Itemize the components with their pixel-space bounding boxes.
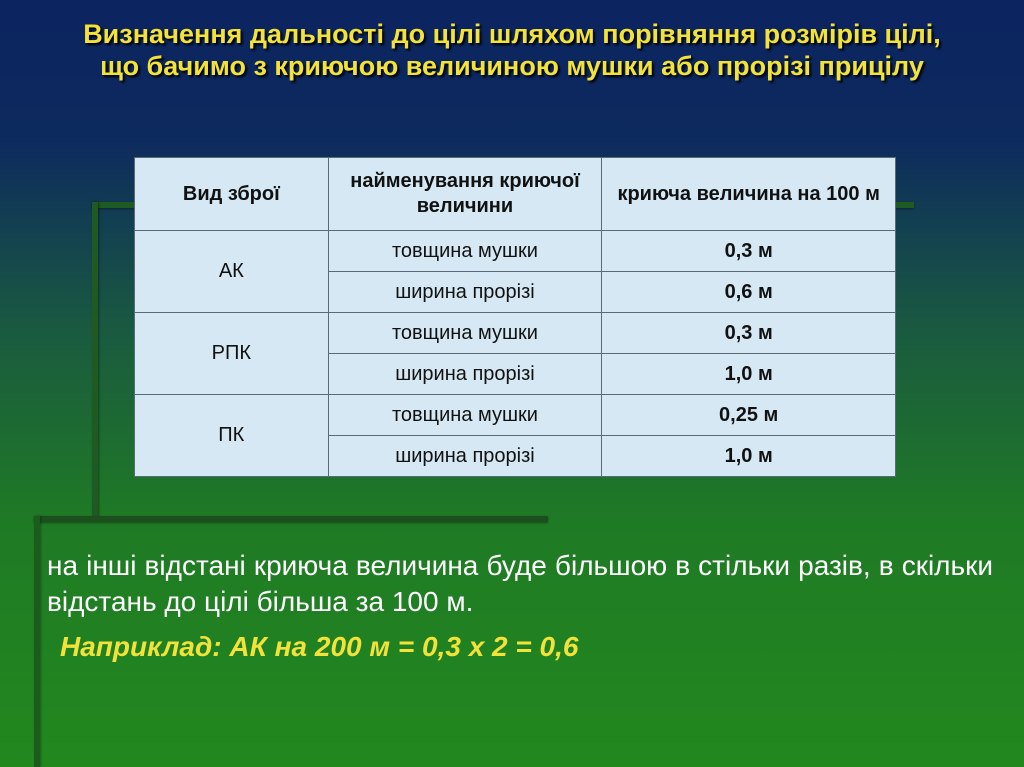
covering-value-cell: 0,6 м	[602, 272, 896, 313]
covering-name-cell: ширина прорізі	[328, 354, 602, 395]
weapon-cell: ПК	[135, 395, 329, 477]
covering-name-cell: ширина прорізі	[328, 436, 602, 477]
covering-name-cell: ширина прорізі	[328, 272, 602, 313]
table-row	[135, 313, 896, 354]
explanation-text: на інші відстані криюча величина буде більшою в стільки разів, в скільки відстань до цілі більша за 100 м.	[47, 550, 993, 617]
example-text: Наприклад: АК на 200 м = 0,3 х 2 = 0,6	[60, 631, 579, 662]
covering-name-cell: товщина мушки	[328, 313, 602, 354]
header-weapon: Вид зброї	[135, 158, 329, 231]
covering-name-cell: товщина мушки	[328, 395, 602, 436]
decor-line-bottom	[34, 516, 548, 522]
title-line-2: що бачимо з криючою величиною мушки або прорізі прицілу	[100, 51, 924, 81]
table-row	[135, 395, 896, 436]
covering-name-cell: товщина мушки	[328, 231, 602, 272]
page-title	[0, 18, 1024, 82]
decor-line-left	[92, 202, 98, 520]
covering-value-cell: 0,3 м	[602, 231, 896, 272]
header-covering-value: криюча величина на 100 м	[602, 158, 896, 231]
header-covering-name: найменування криючої величини	[328, 158, 602, 231]
covering-value-cell: 1,0 м	[602, 354, 896, 395]
weapon-cell: АК	[135, 231, 329, 313]
weapon-cell: РПК	[135, 313, 329, 395]
covering-value-cell: 1,0 м	[602, 436, 896, 477]
title-line-1: Визначення дальності до цілі шляхом порівняння розмірів цілі,	[83, 19, 941, 49]
sight-table	[134, 157, 896, 477]
covering-value-cell: 0,3 м	[602, 313, 896, 354]
decor-line-left-lower	[34, 516, 40, 767]
table-header-row	[135, 158, 896, 231]
table-row	[135, 231, 896, 272]
covering-value-cell: 0,25 м	[602, 395, 896, 436]
